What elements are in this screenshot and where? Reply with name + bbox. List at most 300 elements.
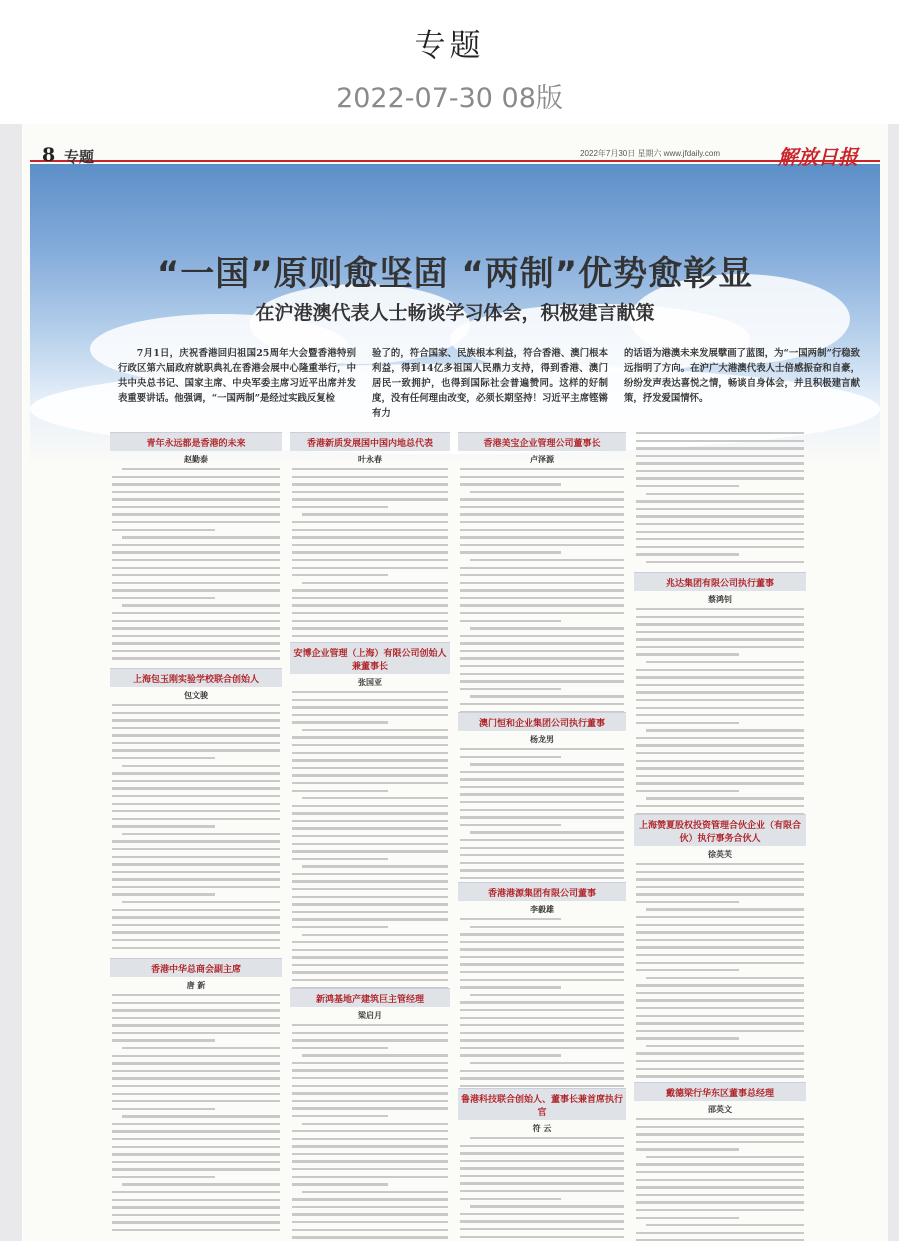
text-line [112,704,280,706]
newspaper-page-image[interactable] [22,124,888,1241]
article-header [634,1082,806,1101]
text-line [636,1171,804,1173]
text-line [636,699,804,701]
text-line [112,574,280,576]
text-line [636,863,804,865]
text-line [292,529,448,531]
text-line [646,797,804,799]
text-line [636,992,804,994]
article-header [634,814,806,846]
text-line [112,871,280,873]
article-author: 李毅雄 [530,905,554,914]
text-line [460,612,624,614]
text-line [636,939,804,941]
text-line [122,833,280,835]
text-line [112,727,280,729]
text-line [646,1045,804,1047]
text-line [636,616,804,618]
text-line [636,1163,804,1165]
text-line [460,986,561,988]
text-line [112,856,280,858]
text-line [112,878,280,880]
text-line [292,691,448,693]
text-line [292,627,448,629]
text-line [636,477,804,479]
text-line [112,840,280,842]
text-line [292,1153,448,1155]
text-line [112,909,280,911]
text-line [292,1168,448,1170]
text-line [112,742,280,744]
text-line [112,1161,280,1163]
text-line [646,1224,804,1226]
text-line [292,1069,448,1071]
text-line [460,963,624,965]
text-line [460,680,624,682]
text-line [292,1213,448,1215]
text-line [112,597,215,599]
text-line [112,650,280,652]
text-line [636,531,804,533]
text-line [292,1130,448,1132]
text-line [460,1160,624,1162]
article-card [458,712,626,882]
text-line [292,1100,448,1102]
lead-paragraph-2: 验了的，符合国家、民族根本利益，符合香港、澳门根本利益，得到14亿多祖国人民鼎力支持，得到香港、澳门居民一致拥护，也得到国际社会普遍赞同。这样的好制度，没有任何理由改变，必须长期坚持！习近平主席铿锵有力 [372,348,608,419]
text-line [112,612,280,614]
article-author: 卢泽源 [530,455,554,464]
text-line [112,1130,280,1132]
article-author: 张国亚 [358,678,382,687]
text-line [636,1201,804,1203]
text-line [460,956,624,958]
text-line [292,949,448,951]
text-line [112,734,280,736]
text-line [292,714,448,716]
text-line [292,941,448,943]
text-line [636,1141,804,1143]
text-line [470,1205,624,1207]
text-line [292,896,448,898]
text-line [636,737,804,739]
article-author: 梁启月 [358,1011,382,1020]
text-line [292,790,388,792]
text-line [292,721,388,723]
text-line [112,712,280,714]
text-line [460,1220,624,1222]
text-line [112,1100,280,1102]
text-line [460,862,624,864]
article-card [290,988,450,1241]
text-line [470,491,624,493]
article-body [290,691,450,1037]
article-header [110,668,282,687]
text-line [636,1186,804,1188]
text-line [636,916,804,918]
text-line [460,1152,624,1154]
text-line [636,969,739,971]
text-line [470,831,624,833]
text-line [470,763,624,765]
text-line [636,485,739,487]
text-line [292,774,448,776]
text-line [292,888,448,890]
text-line [636,752,804,754]
text-line [292,498,448,500]
text-line [636,553,739,555]
text-line [292,567,448,569]
article-author: 唐 新 [186,981,206,990]
text-line [292,589,448,591]
text-line [292,1236,448,1238]
text-line [636,1007,804,1009]
text-line [636,924,804,926]
text-line [636,886,804,888]
text-line [292,612,448,614]
text-line [112,757,215,759]
text-line [112,787,280,789]
article-card [634,572,806,814]
text-line [112,476,280,478]
text-line [292,1107,448,1109]
article-card [110,432,282,668]
text-line [636,447,804,449]
text-line [460,1047,624,1049]
text-line [460,1024,624,1026]
text-line [636,1209,804,1211]
text-line [460,1190,624,1192]
text-line [122,901,280,903]
text-line [460,673,624,675]
text-line [636,432,804,434]
text-line [460,536,624,538]
text-line [302,934,448,936]
text-line [112,947,280,949]
article-card [458,1088,626,1241]
text-line [292,835,448,837]
text-line [460,1198,561,1200]
text-line [636,1133,804,1135]
text-line [636,760,804,762]
text-line [112,863,280,865]
text-line [112,1055,280,1057]
text-line [636,946,804,948]
text-line [292,1138,448,1140]
text-line [646,1156,804,1158]
text-line [292,1221,448,1223]
text-line [112,924,280,926]
page-number: 8 [42,144,56,166]
text-line [292,956,448,958]
text-line [302,582,448,584]
text-line [292,544,448,546]
text-line [636,1068,804,1070]
article-card [290,432,450,642]
text-line [292,918,448,920]
text-line [112,818,280,820]
text-line [292,752,448,754]
text-line [636,931,804,933]
text-line [460,847,624,849]
text-line [460,1085,624,1087]
text-line [636,608,804,610]
sub-headline: 在沪港澳代表人士畅谈学习体会，积极建言献策 [255,302,655,324]
article-title: 新鸿基地产建筑巨主管经理 [315,995,424,1005]
section-name: 专题 [64,148,95,166]
text-line [636,1217,739,1219]
text-line [636,790,739,792]
text-line [460,809,624,811]
text-line [636,805,804,807]
text-line [112,1062,280,1064]
text-line [636,1148,739,1150]
text-line [292,1183,388,1185]
text-line [292,903,448,905]
column-2 [290,432,450,1241]
text-line [646,908,804,910]
text-line [292,476,448,478]
text-line [460,1054,561,1056]
text-line [292,971,448,973]
text-line [636,878,804,880]
text-line [292,911,448,913]
text-line [460,1175,624,1177]
text-line [460,918,561,920]
text-line [112,848,280,850]
article-author: 邵英文 [708,1105,732,1114]
text-line [292,1092,448,1094]
text-line [636,623,804,625]
article-body [290,1024,450,1241]
text-line [112,825,215,827]
article-header [110,958,282,977]
text-line [112,589,280,591]
text-line [646,729,804,731]
text-line [122,536,280,538]
text-line [112,1024,280,1026]
article-card [634,432,806,572]
text-line [292,843,448,845]
text-line [112,1146,280,1148]
text-line [636,775,804,777]
text-line [646,493,804,495]
text-line [112,642,280,644]
text-line [460,1236,624,1238]
text-line [112,994,280,996]
text-line [636,714,804,716]
text-line [292,759,448,761]
article-author: 杨龙男 [530,735,554,744]
text-line [636,1015,804,1017]
text-line [636,523,804,525]
text-line [636,901,739,903]
text-line [460,620,561,622]
text-line [112,498,280,500]
text-line [112,772,280,774]
text-line [292,858,388,860]
text-line [636,744,804,746]
article-title: 安博企业管理（上海）有限公司创始人兼董事长 [293,649,447,672]
text-line [292,1145,448,1147]
text-line [122,604,280,606]
page-masthead [30,130,880,169]
text-line [302,1191,448,1193]
text-line [112,1085,280,1087]
article-author: 包文骏 [184,691,208,700]
article-title: 上海赞夏股权投资管理合伙企业（有限合伙）执行事务合伙人 [638,821,801,844]
article-header [458,1088,626,1120]
newspaper-logo: 解放日报 [778,145,858,169]
text-line [292,880,448,882]
text-line [470,926,624,928]
text-line [112,491,280,493]
text-line [292,574,388,576]
text-line [112,1138,280,1140]
article-title: 兆达集团有限公司执行董事 [665,579,774,589]
text-line [636,1075,804,1077]
text-line [460,869,624,871]
text-line [470,627,624,629]
text-line [292,483,448,485]
lead-paragraph-1: 7月1日，庆祝香港回归祖国25周年大会暨香港特别行政区第六届政府就职典礼在香港会展中心隆重举行，中共中央总书记、国家主席、中央军委主席习近平出席并发表重要讲话。他强调，“一国两制”是经过实践反复检 [118,348,356,404]
text-line [112,1206,280,1208]
text-line [112,513,280,515]
text-line [292,1206,448,1208]
text-line [302,797,448,799]
text-line [112,1077,280,1079]
article-card [110,958,282,1241]
text-line [292,1077,448,1079]
text-line [636,999,804,1001]
text-line [112,1039,215,1041]
text-line [636,676,804,678]
text-line [112,1002,280,1004]
article-author: 符 云 [532,1124,552,1133]
text-line [636,1022,804,1024]
article-card [290,642,450,988]
article-header [634,572,806,591]
column-4 [634,432,806,1241]
text-line [646,561,804,563]
text-line [122,1183,280,1185]
text-line [122,468,280,470]
text-line [112,916,280,918]
text-line [112,1153,280,1155]
text-line [292,521,448,523]
article-title: 香港港源集团有限公司董事 [487,889,596,899]
text-line [112,1032,280,1034]
text-line [292,850,448,852]
text-line [636,893,804,895]
text-line [112,1191,280,1193]
text-line [460,665,624,667]
text-line [302,1054,448,1056]
text-line [112,939,280,941]
text-line [636,1232,804,1234]
text-line [302,1123,448,1125]
text-line [112,1123,280,1125]
text-line [460,1145,624,1147]
text-line [292,1176,448,1178]
text-line [292,620,448,622]
text-line [636,1118,804,1120]
article-title: 戴德梁行华东区董事总经理 [665,1089,774,1099]
text-line [636,767,804,769]
text-line [460,1070,624,1072]
text-line [636,508,804,510]
article-header [290,988,450,1007]
text-line [636,440,804,442]
text-line [292,767,448,769]
main-headline: “一国”原则愈坚固 “两制”优势愈彰显 [156,254,754,294]
text-line [636,722,739,724]
text-line [292,491,448,493]
text-line [112,1221,280,1223]
app-header [0,0,899,124]
text-line [292,805,448,807]
text-line [122,765,280,767]
text-line [112,620,280,622]
text-line [460,574,624,576]
text-line [460,476,624,478]
column-1 [110,432,282,1241]
text-line [112,635,280,637]
text-line [112,1108,215,1110]
text-line [112,582,280,584]
text-line [460,948,624,950]
text-line [112,749,280,751]
text-line [460,582,624,584]
text-line [112,544,280,546]
text-line [636,1126,804,1128]
article-title: 香港美宝企业管理公司董事长 [483,439,601,449]
article-header [458,882,626,901]
text-line [460,1039,624,1041]
text-line [292,1160,448,1162]
text-line [636,646,804,648]
article-body [110,704,282,994]
column-3 [458,432,626,1241]
article-card [458,432,626,712]
text-line [292,782,448,784]
text-line [460,468,624,470]
text-line [460,877,624,879]
text-line [460,1009,624,1011]
article-author: 蔡鸿钊 [708,595,732,604]
text-line [292,559,448,561]
text-line [460,979,624,981]
text-line [460,1032,624,1034]
text-line [460,1228,624,1230]
text-line [112,803,280,805]
text-line [460,544,624,546]
text-line [460,778,624,780]
text-line [460,1213,624,1215]
text-line [112,886,280,888]
article-title: 香港新质发展国中国内地总代表 [306,439,433,449]
text-line [460,1182,624,1184]
article-body [110,994,282,1241]
text-line [292,597,448,599]
text-line [292,873,448,875]
text-line [636,538,804,540]
text-line [460,824,561,826]
text-line [460,971,624,973]
text-line [470,994,624,996]
text-line [636,962,804,964]
article-header [290,432,450,451]
text-line [646,977,804,979]
